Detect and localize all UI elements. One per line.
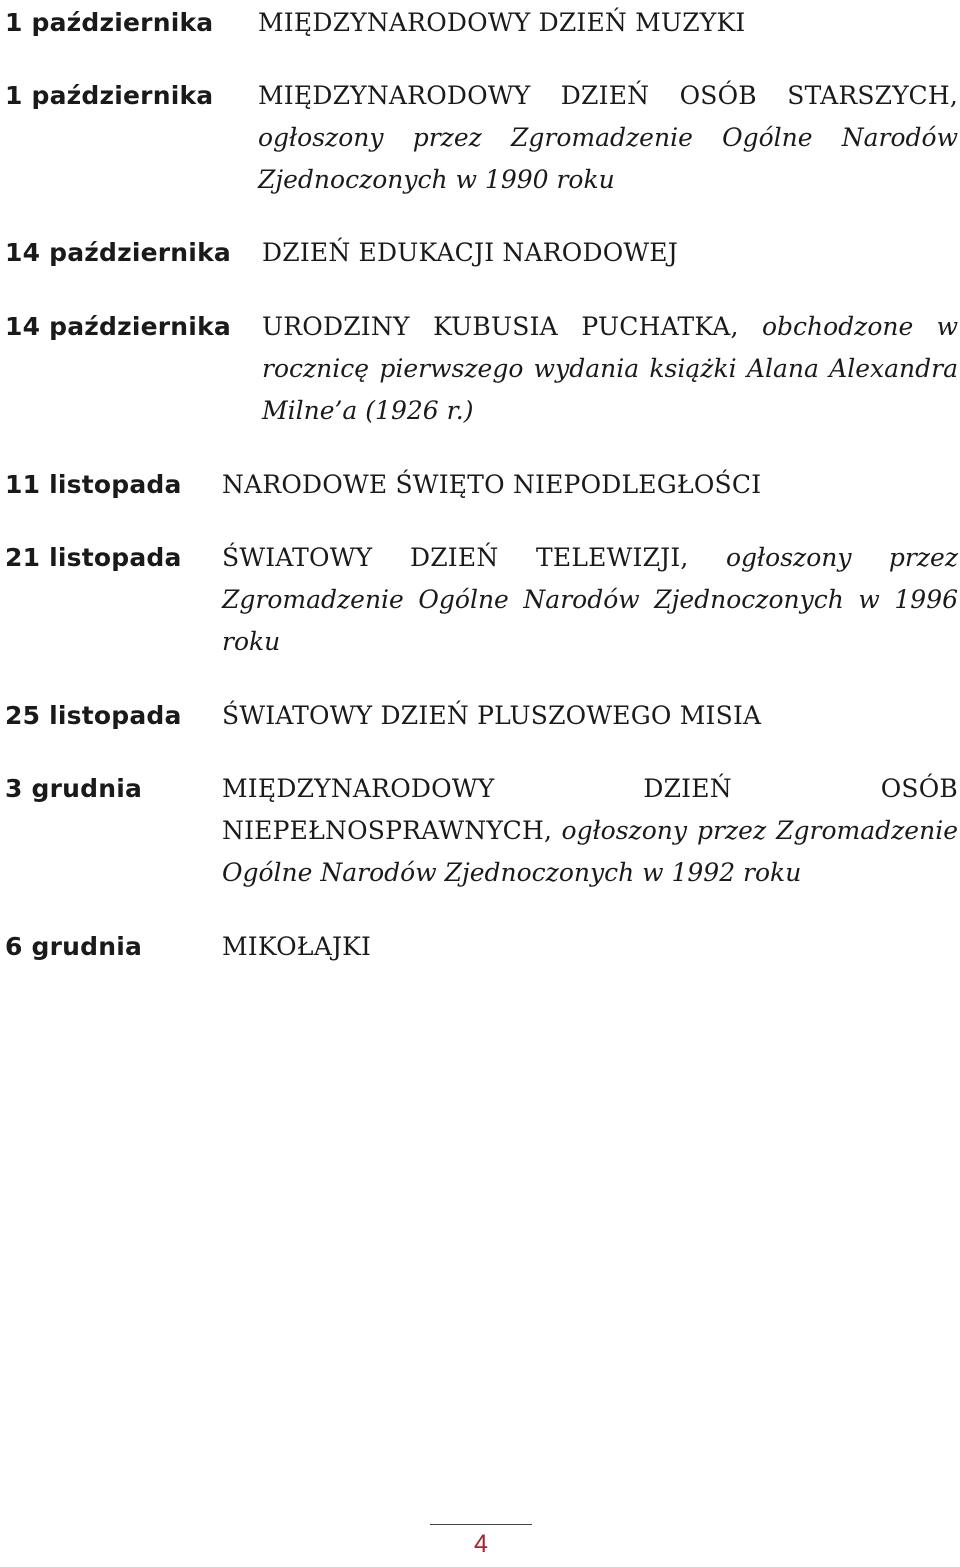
- event-name: MIĘDZYNARODOWY DZIEŃ OSÓB STARSZYCH,: [258, 81, 958, 110]
- entry-description: [222, 695, 958, 737]
- entry-description: [262, 232, 958, 274]
- entry-description: [262, 306, 958, 432]
- event-name: MIĘDZYNARODOWY DZIEŃ OSÓB NIEPEŁNOSPRAWNYCH,: [222, 774, 958, 845]
- entry-date: 14 października: [5, 238, 231, 267]
- entry-date: 1 października: [5, 81, 214, 110]
- event-note: ogłoszony przez Zgromadzenie Ogólne Narodów Zjednoczonych w 1990 roku: [258, 123, 958, 194]
- entry-date: 11 listopada: [5, 470, 182, 499]
- event-name: MIĘDZYNARODOWY DZIEŃ MUZYKI: [258, 8, 746, 37]
- event-name: ŚWIATOWY DZIEŃ TELEWIZJI,: [222, 543, 689, 572]
- event-note: ogłoszony przez Zgromadzenie Ogólne Narodów Zjednoczonych w 1992 roku: [222, 816, 958, 887]
- page-number: 4: [474, 1530, 488, 1558]
- entry-description: [222, 926, 958, 968]
- event-note: ogłoszony przez Zgromadzenie Ogólne Narodów Zjednoczonych w 1996 roku: [222, 543, 958, 656]
- entry-description: [258, 2, 958, 44]
- entry-description: [222, 768, 958, 894]
- event-name: URODZINY KUBUSIA PUCHATKA,: [262, 312, 739, 341]
- entry-date: 1 października: [5, 8, 214, 37]
- entry-date: 3 grudnia: [5, 774, 143, 803]
- event-name: NARODOWE ŚWIĘTO NIEPODLEGŁOŚCI: [222, 470, 762, 499]
- event-name: DZIEŃ EDUKACJI NARODOWEJ: [262, 238, 678, 267]
- entry-description: [222, 537, 958, 663]
- entry-date: 6 grudnia: [5, 932, 143, 961]
- entry-description: [222, 464, 958, 506]
- entry-date: 14 października: [5, 312, 231, 341]
- entry-date: 25 listopada: [5, 701, 182, 730]
- entry-date: 21 listopada: [5, 543, 182, 572]
- event-note: obchodzone w rocznicę pierwszego wydania książki Alana Alexandra Milne’a (1926 r.): [262, 312, 958, 425]
- entry-description: [258, 75, 958, 201]
- footer-divider: [430, 1524, 532, 1525]
- event-name: MIKOŁAJKI: [222, 932, 372, 961]
- event-name: ŚWIATOWY DZIEŃ PLUSZOWEGO MISIA: [222, 701, 762, 730]
